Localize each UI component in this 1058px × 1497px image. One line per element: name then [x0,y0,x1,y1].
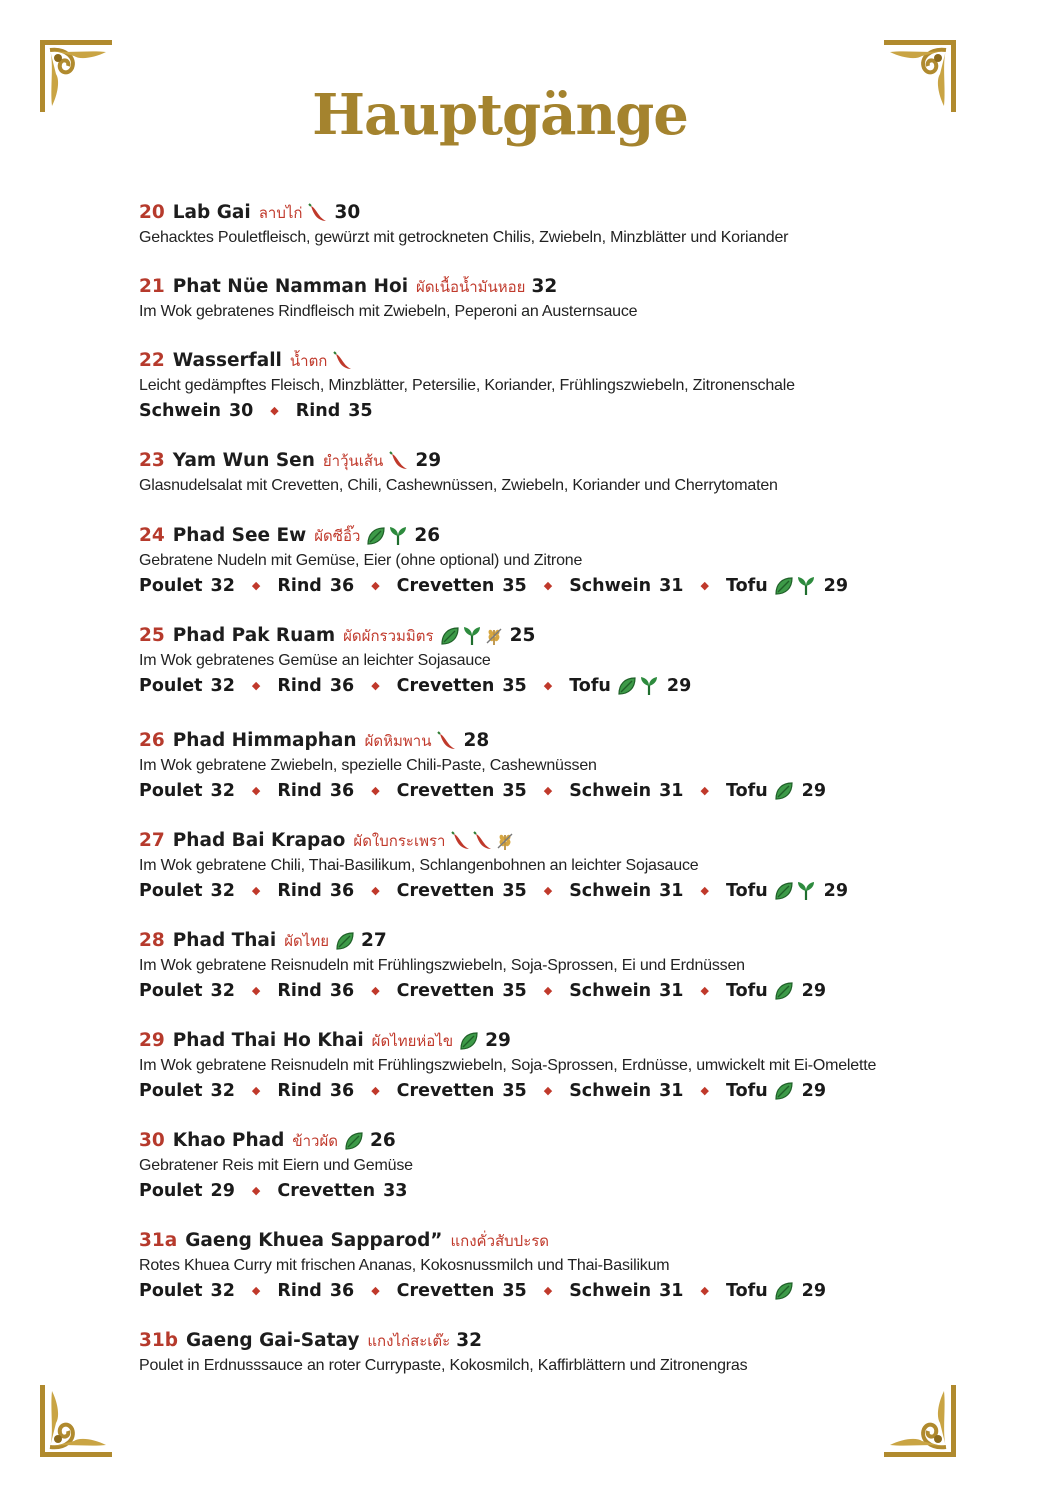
corner-ornament-bottom-left [36,1381,116,1461]
variant-label: Schwein [569,781,652,801]
variant-price: 29 [823,881,849,901]
diamond-separator-icon: ◆ [700,1284,709,1297]
variant-price: 35 [502,1081,527,1101]
item-description: Gebratener Reis mit Eiern und Gemüse [139,1157,413,1174]
variant-price: 36 [329,1081,355,1101]
variant-price: 31 [659,781,684,801]
leaf-icon [774,781,794,801]
item-thai-name: ผัดเนื้อน้ำมันหอย [416,278,526,296]
variant-label: Schwein [569,576,652,596]
item-thai-name: แกงไก่สะเต๊ะ [367,1332,451,1350]
menu-item [139,523,939,599]
diamond-separator-icon: ◆ [251,579,261,592]
item-icons [344,1131,364,1151]
variant-label: Crevetten [396,1281,495,1301]
menu-item [139,728,939,804]
page-title: Hauptgänge [312,82,688,148]
item-name: Phad Thai Ho Khai [172,1030,364,1051]
menu-item-heading [139,274,939,300]
variant-label: Schwein [569,1281,652,1301]
variant-label: Rind [277,981,322,1001]
variant-label: Poulet [139,1281,203,1301]
item-number: 31b [139,1330,178,1351]
variant-label: Rind [277,1281,322,1301]
item-number: 30 [139,1130,165,1151]
variant-label: Poulet [139,1181,203,1201]
variant-label: Poulet [139,576,203,596]
variant-label: Rind [277,781,322,801]
menu-item [139,928,939,1004]
variant-price: 32 [210,781,235,801]
leaf-icon [440,626,460,646]
menu-item [139,1028,939,1104]
variant-price: 35 [502,881,527,901]
diamond-separator-icon: ◆ [251,1284,261,1297]
item-icons [459,1031,479,1051]
corner-ornament-bottom-right [880,1381,960,1461]
variant-price: 32 [210,1281,235,1301]
variant-price: 35 [502,981,527,1001]
item-description: Gebratene Nudeln mit Gemüse, Eier (ohne optional) und Zitrone [139,552,583,569]
item-price: 27 [361,930,387,951]
item-number: 22 [139,350,165,371]
variant-icons [774,881,816,901]
item-name: Gaeng Khuea Sapparod” [185,1230,443,1251]
variant-price: 36 [329,676,355,696]
variant-label: Tofu [725,881,768,901]
item-variants [139,673,939,699]
variant-label: Tofu [725,981,768,1001]
item-variants [139,1178,939,1204]
variant-price: 33 [383,1181,408,1201]
variant-price: 29 [801,1081,827,1101]
item-description: Im Wok gebratenes Rindfleisch mit Zwiebeln, Peperoni an Austernsauce [139,303,638,320]
diamond-separator-icon: ◆ [371,679,380,692]
item-thai-name: ผัดใบกระเพรา [353,832,446,850]
variant-label: Schwein [139,401,221,421]
variant-label: Rind [295,401,341,421]
item-thai-name: น้ำตก [289,352,328,370]
item-description: Im Wok gebratene Zwiebeln, spezielle Chili-Paste, Cashewnüssen [139,757,597,774]
chili-icon [389,451,409,471]
diamond-separator-icon: ◆ [251,1084,261,1097]
leaf-icon [774,881,794,901]
chili-icon [333,351,353,371]
menu-item-heading [139,928,939,954]
variant-price: 29 [210,1181,235,1201]
item-name: Phad Thai [172,930,277,951]
variant-label: Poulet [139,781,203,801]
item-thai-name: ผัดผักรวมมิตร [343,627,434,645]
variant-label: Tofu [725,781,768,801]
leaf-icon [617,676,637,696]
gluten-icon [495,831,515,851]
item-icons [335,931,355,951]
item-number: 27 [139,830,165,851]
menu-item [139,623,939,699]
variant-label: Poulet [139,1081,203,1101]
item-name: Gaeng Gai-Satay [186,1330,360,1351]
variant-price: 31 [659,981,684,1001]
variant-label: Poulet [139,676,203,696]
variant-price: 31 [659,576,684,596]
menu-item-heading [139,200,939,226]
menu-item-heading [139,1328,939,1354]
item-icons [389,451,409,471]
item-description: Gehacktes Pouletfleisch, gewürzt mit getrockneten Chilis, Zwiebeln, Minzblätter und Koriander [139,229,789,246]
variant-label: Schwein [569,1081,652,1101]
leaf-icon [774,981,794,1001]
diamond-separator-icon: ◆ [700,1084,709,1097]
item-name: Phad Bai Krapao [172,830,346,851]
variant-price: 35 [502,676,527,696]
variant-icons [774,1081,794,1101]
item-name: Lab Gai [172,202,251,223]
variant-price: 36 [329,781,355,801]
variant-label: Tofu [725,1281,768,1301]
item-variants [139,1078,939,1104]
variant-label: Rind [277,576,322,596]
variant-label: Poulet [139,881,203,901]
ornament-icon [880,1381,960,1461]
item-price: 26 [414,525,441,546]
diamond-separator-icon: ◆ [543,579,553,592]
vegan-icon [639,676,659,696]
item-name: Phad Himmaphan [172,730,357,751]
variant-price: 35 [348,401,373,421]
variant-label: Tofu [569,676,611,696]
variant-label: Schwein [569,981,652,1001]
variant-label: Tofu [725,576,768,596]
variant-price: 30 [228,401,254,421]
variant-label: Schwein [569,881,652,901]
item-description: Im Wok gebratene Reisnudeln mit Frühlingszwiebeln, Soja-Sprossen, Erdnüsse, umwickelt mit Ei-Omelette [139,1057,877,1074]
diamond-separator-icon: ◆ [543,884,553,897]
item-name: Wasserfall [172,350,282,371]
variant-price: 32 [210,881,235,901]
vegan-icon [462,626,482,646]
item-price: 29 [415,450,442,471]
chili-icon [473,831,493,851]
menu-item-heading [139,828,939,854]
item-description: Rotes Khuea Curry mit frischen Ananas, Kokosnussmilch und Thai-Basilikum [139,1257,670,1274]
diamond-separator-icon: ◆ [543,1084,553,1097]
item-thai-name: ข้าวผัด [292,1132,338,1150]
item-description: Leicht gedämpftes Fleisch, Minzblätter, Petersilie, Koriander, Frühlingszwiebeln, Zitronenschale [139,377,795,394]
item-variants [139,398,939,424]
menu-item [139,1328,939,1378]
item-variants [139,878,939,904]
vegan-icon [388,526,408,546]
variant-icons [774,981,794,1001]
item-number: 31a [139,1230,178,1251]
item-variants [139,778,939,804]
menu-item-heading [139,728,939,754]
menu-item-heading [139,348,939,374]
variant-label: Rind [277,881,322,901]
variant-price: 35 [502,781,527,801]
item-number: 21 [139,276,165,297]
leaf-icon [774,576,794,596]
item-variants [139,978,939,1004]
diamond-separator-icon: ◆ [543,784,553,797]
diamond-separator-icon: ◆ [543,984,553,997]
leaf-icon [335,931,355,951]
menu-item-heading [139,1028,939,1054]
item-number: 20 [139,202,165,223]
item-thai-name: ลาบไก่ [258,204,303,222]
item-thai-name: ผัดไทย [284,932,330,950]
variant-price: 31 [659,1281,684,1301]
leaf-icon [774,1281,794,1301]
diamond-separator-icon: ◆ [700,984,709,997]
variant-price: 35 [502,1281,527,1301]
variant-price: 32 [210,676,235,696]
item-name: Phad Pak Ruam [172,625,336,646]
item-description: Poulet in Erdnusssauce an roter Currypaste, Kokosmilch, Kaffirblättern und Zitronengras [139,1357,748,1374]
menu-item-heading [139,523,939,549]
item-icons [308,203,328,223]
item-name: Yam Wun Sen [172,450,315,471]
item-description: Im Wok gebratenes Gemüse an leichter Sojasauce [139,652,491,669]
diamond-separator-icon: ◆ [371,784,380,797]
chili-icon [451,831,471,851]
diamond-separator-icon: ◆ [251,884,261,897]
item-number: 28 [139,930,165,951]
variant-icons [774,781,794,801]
item-price: 25 [509,625,536,646]
item-icons [333,351,353,371]
variant-price: 32 [210,576,235,596]
menu-item [139,200,939,250]
item-thai-name: ยำวุ้นเส้น [322,452,384,470]
item-price: 32 [531,276,558,297]
variant-price: 36 [329,576,355,596]
diamond-separator-icon: ◆ [371,884,380,897]
diamond-separator-icon: ◆ [371,984,380,997]
item-icons [440,626,504,646]
item-price: 30 [334,202,361,223]
diamond-separator-icon: ◆ [700,784,709,797]
item-number: 25 [139,625,165,646]
variant-price: 31 [659,1081,684,1101]
variant-price: 31 [659,881,684,901]
variant-price: 29 [801,781,827,801]
vegan-icon [796,881,816,901]
item-icons [366,526,408,546]
variant-price: 36 [329,1281,355,1301]
leaf-icon [459,1031,479,1051]
diamond-separator-icon: ◆ [543,1284,553,1297]
variant-label: Crevetten [396,676,495,696]
item-price: 32 [456,1330,482,1351]
variant-icons [617,676,659,696]
diamond-separator-icon: ◆ [371,579,380,592]
variant-label: Poulet [139,981,203,1001]
leaf-icon [344,1131,364,1151]
variant-price: 36 [329,981,355,1001]
item-name: Khao Phad [172,1130,285,1151]
item-number: 24 [139,525,165,546]
item-description: Im Wok gebratene Reisnudeln mit Frühlingszwiebeln, Soja-Sprossen, Ei und Erdnüssen [139,957,745,974]
menu-item [139,348,939,424]
diamond-separator-icon: ◆ [700,884,709,897]
diamond-separator-icon: ◆ [251,984,261,997]
variant-label: Tofu [725,1081,768,1101]
variant-label: Crevetten [396,781,495,801]
variant-icons [774,576,816,596]
leaf-icon [774,1081,794,1101]
item-price: 26 [370,1130,396,1151]
menu-item [139,828,939,904]
item-thai-name: ผัดหิมพาน [364,732,432,750]
item-thai-name: ผัดไทยห่อไข [371,1032,454,1050]
variant-label: Crevetten [396,881,495,901]
item-variants [139,573,939,599]
item-price: 28 [463,730,490,751]
variant-price: 29 [801,981,827,1001]
gluten-icon [484,626,504,646]
item-price: 29 [485,1030,511,1051]
item-description: Glasnudelsalat mit Crevetten, Chili, Cashewnüssen, Zwiebeln, Koriander und Cherrytomaten [139,477,778,494]
diamond-separator-icon: ◆ [270,404,279,417]
diamond-separator-icon: ◆ [251,679,261,692]
ornament-icon [36,1381,116,1461]
item-name: Phat Nüe Namman Hoi [172,276,409,297]
item-icons [451,831,515,851]
diamond-separator-icon: ◆ [371,1084,380,1097]
variant-label: Crevetten [396,981,495,1001]
vegan-icon [796,576,816,596]
diamond-separator-icon: ◆ [251,1184,261,1197]
variant-price: 29 [666,676,692,696]
menu-item-heading [139,623,939,649]
menu-item [139,448,939,498]
menu-item-heading [139,1128,939,1154]
item-thai-name: แกงคั่วสับปะรด [450,1232,550,1250]
variant-price: 32 [210,981,235,1001]
variant-icons [774,1281,794,1301]
item-number: 23 [139,450,165,471]
diamond-separator-icon: ◆ [543,679,553,692]
item-name: Phad See Ew [172,525,307,546]
variant-price: 29 [801,1281,827,1301]
variant-label: Rind [277,1081,322,1101]
item-icons [437,731,457,751]
variant-label: Crevetten [396,576,495,596]
item-description: Im Wok gebratene Chili, Thai-Basilikum, Schlangenbohnen an leichter Sojasauce [139,857,699,874]
item-variants [139,1278,939,1304]
menu-item [139,274,939,324]
item-number: 29 [139,1030,165,1051]
diamond-separator-icon: ◆ [700,579,709,592]
variant-label: Crevetten [396,1081,495,1101]
variant-price: 29 [823,576,849,596]
item-thai-name: ผัดซีอิ๊ว [314,527,361,545]
variant-price: 35 [502,576,527,596]
variant-label: Rind [277,676,322,696]
variant-price: 36 [329,881,355,901]
menu-item [139,1228,939,1304]
item-number: 26 [139,730,165,751]
menu-item [139,1128,939,1204]
leaf-icon [366,526,386,546]
chili-icon [308,203,328,223]
menu-item-heading [139,448,939,474]
variant-price: 32 [210,1081,235,1101]
diamond-separator-icon: ◆ [371,1284,380,1297]
diamond-separator-icon: ◆ [251,784,261,797]
chili-icon [437,731,457,751]
variant-label: Crevetten [277,1181,376,1201]
menu-item-heading [139,1228,939,1254]
